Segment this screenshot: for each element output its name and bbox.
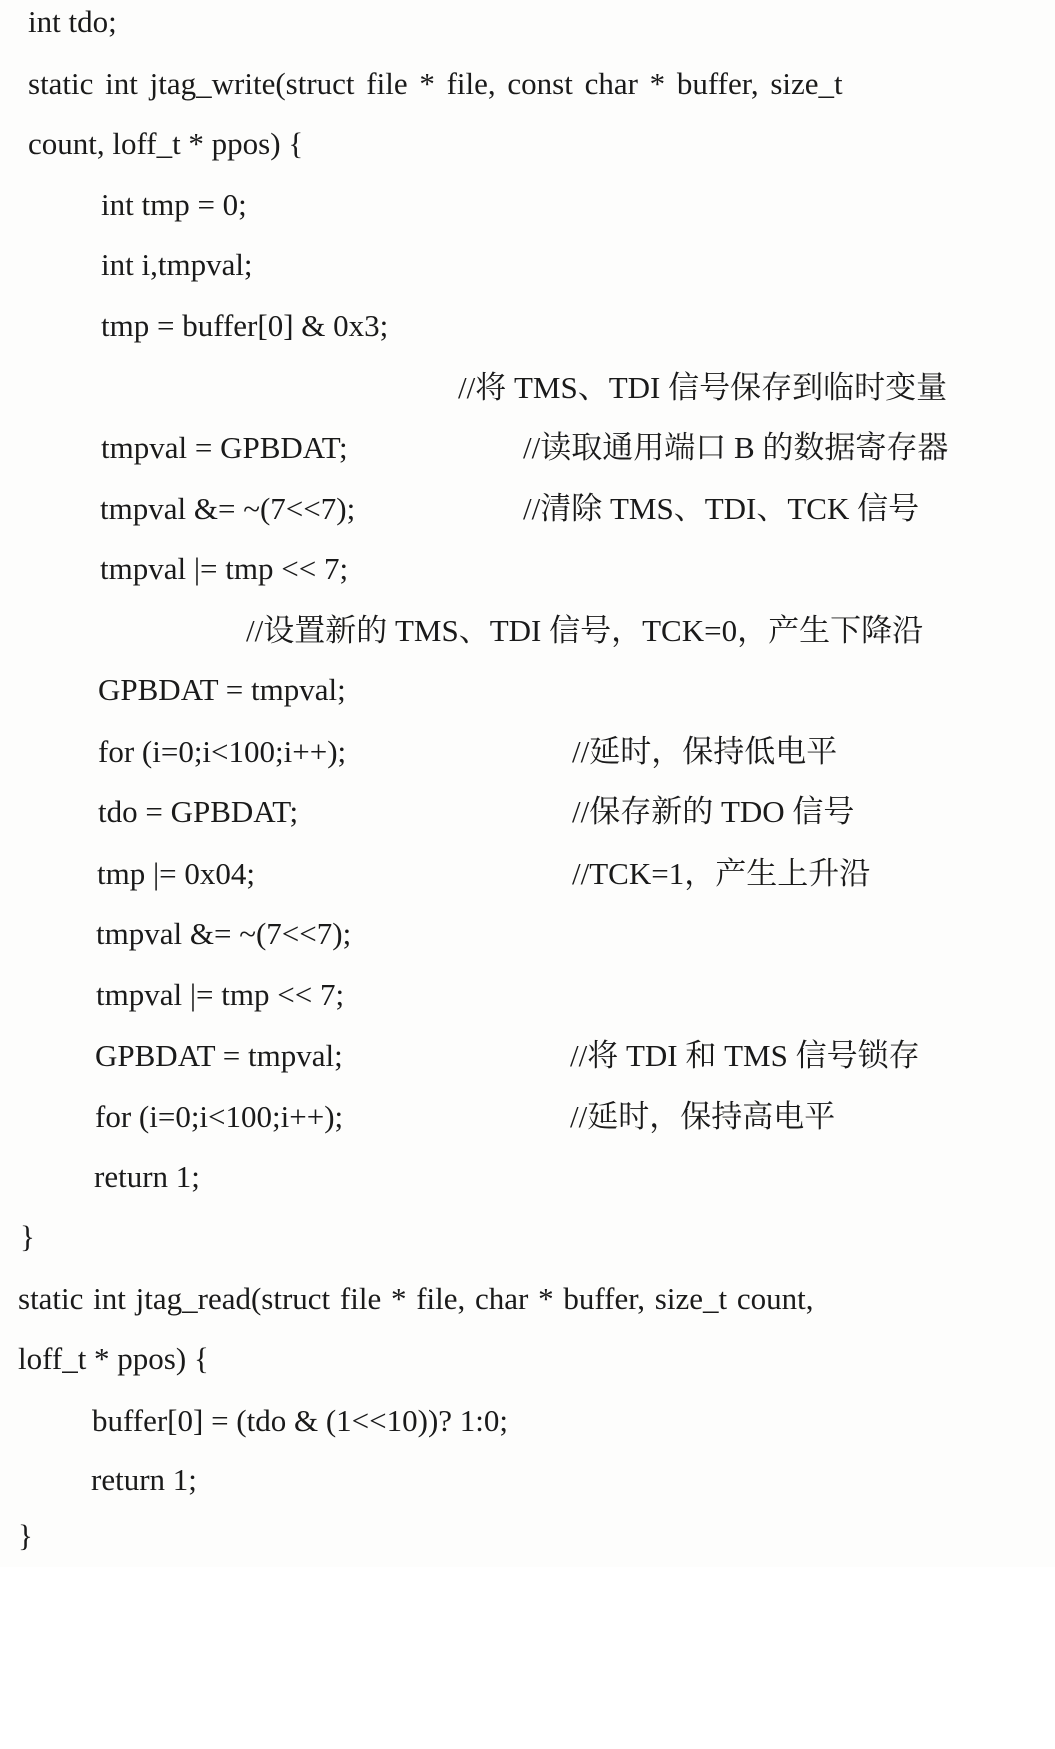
code-line xyxy=(0,417,949,478)
comment-text: //清除 TMS、TDI、TCK 信号 xyxy=(523,491,920,526)
comment-text: //读取通用端口 B 的数据寄存器 xyxy=(523,430,949,465)
comment-text: //将 TMS、TDI 信号保存到临时变量 xyxy=(458,370,948,405)
code-text: buffer[0] = (tdo & (1<<10))? 1:0; xyxy=(92,1403,509,1438)
code-line xyxy=(0,781,855,842)
comment-text: //延时，保持高电平 xyxy=(570,1099,836,1134)
code-line xyxy=(0,174,247,235)
code-line xyxy=(0,964,345,1025)
comment-text: //延时，保持低电平 xyxy=(572,734,838,769)
code-text: int tmp = 0; xyxy=(101,187,247,222)
code-text: return 1; xyxy=(91,1462,197,1497)
code-line xyxy=(0,1146,200,1207)
code-text: } xyxy=(20,1219,35,1254)
code-line xyxy=(0,1505,31,1566)
code-line xyxy=(0,1086,836,1147)
code-line xyxy=(0,1206,35,1267)
code-text: tmpval &= ~(7<<7); xyxy=(100,491,356,526)
code-line xyxy=(0,903,352,964)
code-text: tdo = GPBDAT; xyxy=(98,794,299,829)
code-line xyxy=(0,113,304,174)
code-line xyxy=(0,478,920,539)
code-text: static int jtag_write(struct file * file, const char * buffer, size_t xyxy=(28,66,843,101)
code-text: count, loff_t * ppos) { xyxy=(28,126,304,161)
code-line xyxy=(0,1328,209,1389)
code-line xyxy=(0,659,346,720)
comment-text: //TCK=1，产生上升沿 xyxy=(572,856,871,891)
code-line xyxy=(0,1449,197,1510)
code-text: GPBDAT = tmpval; xyxy=(95,1038,343,1073)
code-text: } xyxy=(18,1518,33,1553)
code-text: loff_t * ppos) { xyxy=(18,1341,209,1376)
code-line xyxy=(0,1390,509,1451)
code-text: tmpval |= tmp << 7; xyxy=(100,551,349,586)
code-text: tmpval = GPBDAT; xyxy=(101,430,348,465)
comment-text: //将 TDI 和 TMS 信号锁存 xyxy=(570,1038,920,1073)
code-line xyxy=(0,0,117,52)
code-line xyxy=(0,53,843,114)
code-text: static int jtag_read(struct file * file, char * buffer, size_t count, xyxy=(18,1281,814,1316)
code-line xyxy=(0,295,389,356)
code-text: GPBDAT = tmpval; xyxy=(98,672,346,707)
code-text: int tdo; xyxy=(28,4,117,39)
code-text: return 1; xyxy=(94,1159,200,1194)
code-text: tmp |= 0x04; xyxy=(97,856,256,891)
code-line xyxy=(0,538,349,599)
code-line xyxy=(0,843,871,904)
code-line xyxy=(0,234,253,295)
comment-text: //保存新的 TDO 信号 xyxy=(572,794,855,829)
code-text: for (i=0;i<100;i++); xyxy=(95,1099,344,1134)
code-text: tmp = buffer[0] & 0x3; xyxy=(101,308,389,343)
code-text: int i,tmpval; xyxy=(101,247,253,282)
code-line xyxy=(0,1268,814,1329)
code-text: tmpval &= ~(7<<7); xyxy=(96,916,352,951)
code-text: tmpval |= tmp << 7; xyxy=(96,977,345,1012)
code-text: for (i=0;i<100;i++); xyxy=(98,734,347,769)
code-line xyxy=(0,721,838,782)
comment-text: //设置新的 TMS、TDI 信号，TCK=0，产生下降沿 xyxy=(246,613,924,648)
code-line xyxy=(0,357,948,418)
code-line xyxy=(0,1025,920,1086)
code-line xyxy=(0,600,924,661)
